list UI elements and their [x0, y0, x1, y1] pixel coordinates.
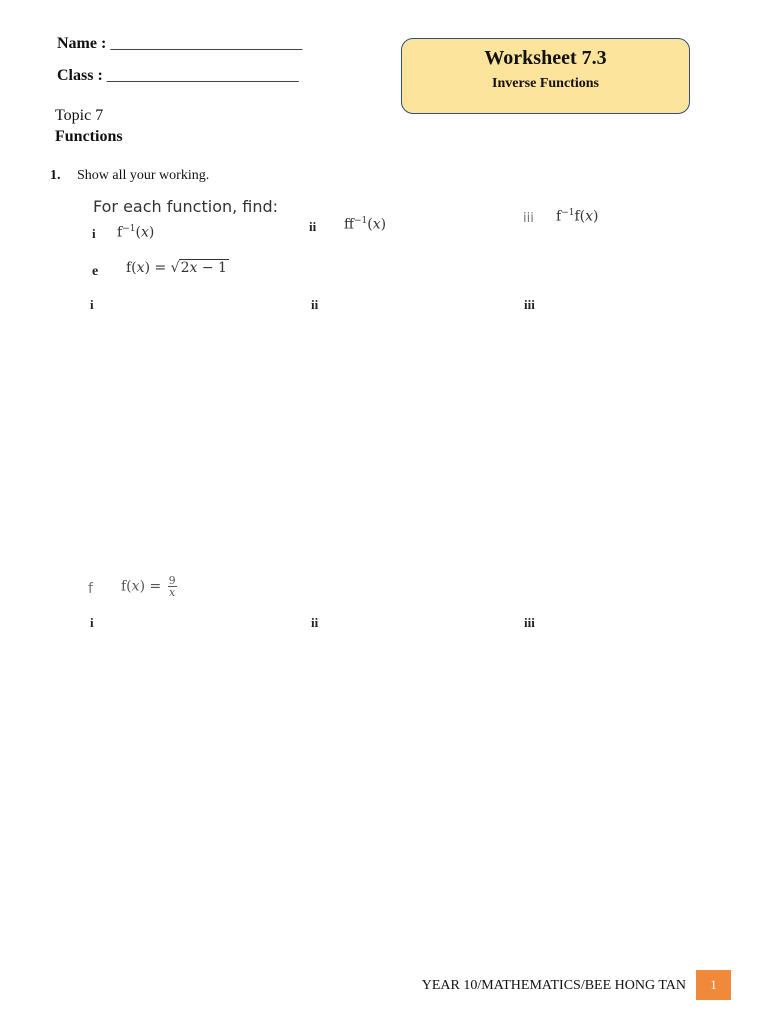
worksheet-subtitle: Inverse Functions [492, 76, 599, 91]
class-blank-line[interactable]: ________________________ [106, 67, 299, 84]
answer-label-f-ii: ii [311, 615, 319, 630]
question-number: 1. [50, 168, 61, 183]
part-label-iii: iii [523, 211, 534, 226]
subquestion-e-function: f(x) = √2x − 1 [126, 260, 227, 276]
class-label: Class : [57, 67, 103, 84]
topic-number: Topic 7 [55, 107, 104, 124]
part-label-i: i [92, 226, 96, 241]
question-prompt: For each function, find: [93, 197, 279, 216]
topic-name: Functions [55, 128, 123, 145]
subquestion-e-label: e [92, 264, 99, 279]
answer-label-f-i: i [90, 615, 94, 630]
answer-label-f-iii: iii [524, 615, 535, 630]
part-expr-i: $f^{-1}(x)$ [117, 224, 155, 241]
class-field[interactable] [57, 67, 299, 85]
name-field[interactable] [57, 35, 302, 53]
name-blank-line[interactable]: ________________________ [110, 35, 303, 52]
worksheet-title: Worksheet 7.3 [484, 47, 607, 69]
answer-label-e-iii: iii [524, 297, 535, 312]
part-label-ii: ii [309, 219, 317, 234]
part-expr-iii: $f^{-1}f(x)$ [556, 208, 599, 225]
worksheet-title-box [401, 38, 690, 114]
question-instruction: Show all your working. [77, 168, 210, 183]
subquestion-f-label: f [88, 581, 93, 597]
part-expr-ii: $ff^{-1}(x)$ [344, 216, 387, 233]
name-label: Name : [57, 35, 107, 52]
subquestion-f-function: f(x) = $\frac{9}{x}$ [121, 574, 176, 599]
answer-label-e-i: i [90, 297, 94, 312]
footer-text: YEAR 10/MATHEMATICS/BEE HONG TAN [421, 978, 686, 993]
answer-label-e-ii: ii [311, 297, 319, 312]
page-number-badge: 1 [696, 970, 731, 1000]
